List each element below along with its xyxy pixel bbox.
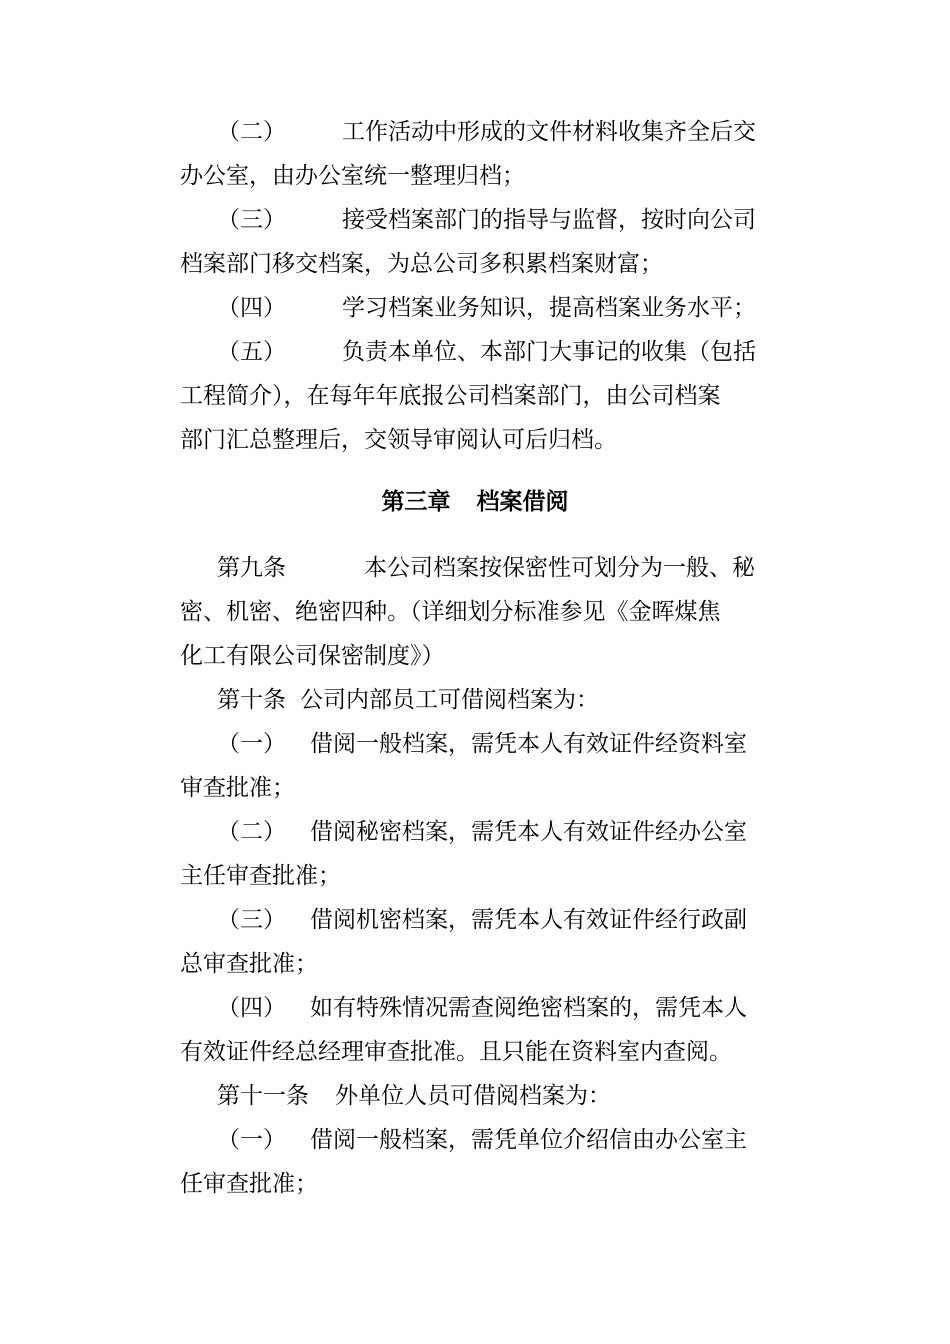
line-text: 办公室，由办公室统一整理归档； xyxy=(180,163,525,189)
paragraph xyxy=(180,330,810,462)
line-text: 接受档案部门的指导与监督，按时向公司 xyxy=(342,207,756,233)
line-text: 档案部门移交档案，为总公司多积累档案财富； xyxy=(180,251,663,277)
text-line xyxy=(180,546,810,590)
text-line xyxy=(180,154,810,198)
line-text: 学习档案业务知识，提高档案业务水平； xyxy=(342,295,756,321)
text-line xyxy=(180,942,810,986)
chapter-name: 档案借阅 xyxy=(476,489,569,515)
text-line xyxy=(180,110,810,154)
line-text: 工作活动中形成的文件材料收集齐全后交 xyxy=(342,119,756,145)
line-text: 部门汇总整理后，交领导审阅认可后归档。 xyxy=(180,427,617,453)
item-label: （三） xyxy=(217,907,286,933)
line-text: 主任审查批准； xyxy=(180,863,341,889)
item-label: （五） xyxy=(217,339,286,365)
paragraph xyxy=(180,986,810,1074)
paragraph xyxy=(180,810,810,898)
item-label: （二） xyxy=(217,819,286,845)
paragraph xyxy=(180,898,810,986)
line-text: 借阅机密档案，需凭本人有效证件经行政副 xyxy=(310,907,747,933)
text-line xyxy=(180,722,810,766)
item-label: 第十一条 xyxy=(217,1083,309,1109)
item-label: （三） xyxy=(217,207,286,233)
text-line xyxy=(180,286,810,330)
paragraph xyxy=(180,110,810,198)
paragraph xyxy=(180,1074,810,1118)
item-label: 第九条 xyxy=(217,555,286,581)
text-line xyxy=(180,242,810,286)
text-line xyxy=(180,766,810,810)
paragraph xyxy=(180,286,810,330)
line-text: 如有特殊情况需查阅绝密档案的，需凭本人 xyxy=(310,995,747,1021)
line-text: 本公司档案按保密性可划分为一般、秘 xyxy=(364,555,755,581)
paragraph xyxy=(180,546,810,678)
line-text: 借阅一般档案，需凭本人有效证件经资料室 xyxy=(310,731,747,757)
text-line xyxy=(180,1074,810,1118)
item-label: （四） xyxy=(217,295,286,321)
line-text: 有效证件经总经理审查批准。且只能在资料室内查阅。 xyxy=(180,1039,732,1065)
item-label: （四） xyxy=(217,995,286,1021)
line-text: 工程简介），在每年年底报公司档案部门，由公司档案 xyxy=(180,383,721,409)
text-line xyxy=(180,634,810,678)
paragraph xyxy=(180,722,810,810)
line-text: 化工有限公司保密制度》） xyxy=(180,643,445,669)
text-line xyxy=(180,198,810,242)
text-line xyxy=(180,810,810,854)
paragraph xyxy=(180,198,810,286)
chapter-number: 第三章 xyxy=(381,489,451,515)
text-line xyxy=(180,1118,810,1162)
text-line xyxy=(180,374,810,418)
text-line xyxy=(180,986,810,1030)
line-text: 借阅秘密档案，需凭本人有效证件经办公室 xyxy=(310,819,747,845)
item-label: （一） xyxy=(217,1127,286,1153)
line-text: 总审查批准； xyxy=(180,951,318,977)
text-line xyxy=(180,1030,810,1074)
line-text: 借阅一般档案，需凭单位介绍信由办公室主 xyxy=(310,1127,747,1153)
text-line xyxy=(180,678,810,722)
item-label: 第十条 xyxy=(217,687,286,713)
line-text: 密、机密、绝密四种。（详细划分标准参见《金晖煤焦 xyxy=(180,599,721,625)
text-line xyxy=(180,898,810,942)
text-line xyxy=(180,854,810,898)
text-line xyxy=(180,1162,810,1206)
line-text: 公司内部员工可借阅档案为： xyxy=(300,687,599,713)
text-line xyxy=(180,590,810,634)
text-line xyxy=(180,418,810,462)
item-label: （二） xyxy=(217,119,286,145)
paragraph xyxy=(180,1118,810,1206)
chapter-title xyxy=(0,480,950,524)
line-text: 负责本单位、本部门大事记的收集（包括 xyxy=(342,339,756,365)
line-text: 审查批准； xyxy=(180,775,295,801)
item-label: （一） xyxy=(217,731,286,757)
line-text: 任审查批准； xyxy=(180,1171,318,1197)
text-line xyxy=(180,330,810,374)
line-text: 外单位人员可借阅档案为： xyxy=(335,1083,611,1109)
paragraph xyxy=(180,678,810,722)
